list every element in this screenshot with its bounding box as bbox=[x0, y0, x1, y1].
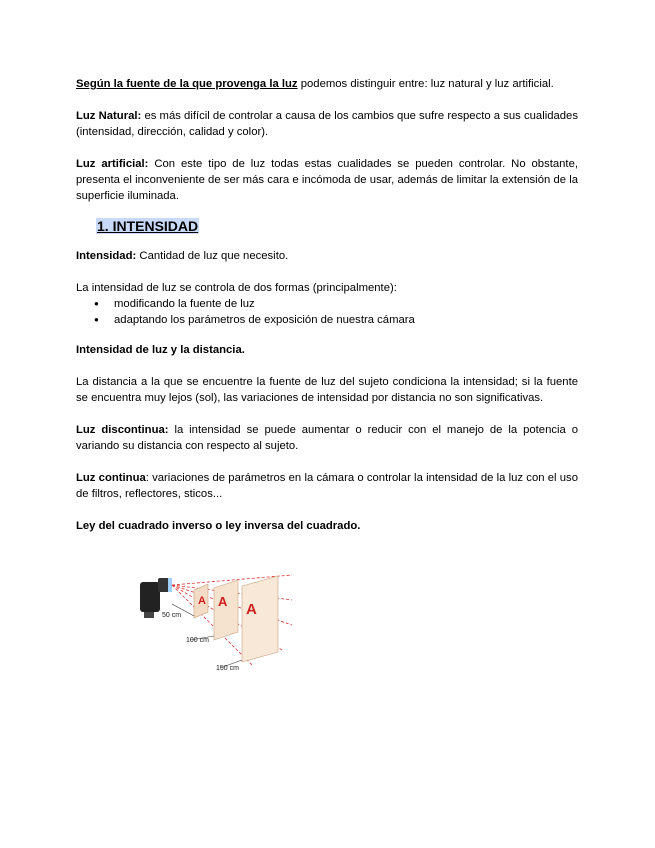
continua-paragraph bbox=[76, 470, 578, 502]
control-list bbox=[76, 296, 578, 328]
continua-label: Luz continua bbox=[76, 472, 146, 484]
artificial-paragraph bbox=[76, 156, 578, 204]
ley-title bbox=[76, 518, 578, 534]
distance-label-1: 50 cm bbox=[162, 612, 182, 619]
inverse-square-figure bbox=[132, 570, 302, 675]
discontinua-paragraph bbox=[76, 422, 578, 454]
intro-lead: Según la fuente de la que provenga la luz bbox=[76, 78, 298, 90]
intensidad-text: Cantidad de luz que necesito. bbox=[136, 250, 289, 262]
distance-label-2: 100 cm bbox=[186, 637, 209, 644]
intro-rest: podemos distinguir entre: luz natural y luz artificial. bbox=[297, 78, 554, 90]
panel-2 bbox=[214, 580, 238, 640]
artificial-text: Con este tipo de luz todas estas cualidades se pueden controlar. No obstante, presenta el inconveniente de ser más cara e incómoda de usar, además de limitar la extensión de la superficie iluminada. bbox=[76, 158, 578, 202]
discontinua-text: la intensidad se puede aumentar o reducir con el manejo de la potencia o variando su distancia con respecto al sujeto. bbox=[76, 424, 578, 452]
discontinua-label: Luz discontinua: bbox=[76, 424, 169, 436]
intro-paragraph bbox=[76, 76, 578, 92]
panel-letter: A bbox=[218, 594, 228, 609]
intensidad-label: Intensidad: bbox=[76, 250, 137, 262]
continua-text: : variaciones de parámetros en la cámara o controlar la intensidad de la luz con el uso de filtros, reflectores, sticos... bbox=[76, 472, 578, 500]
panel-letter: A bbox=[246, 601, 257, 618]
distancia-paragraph: La distancia a la que se encuentre la fuente de luz del sujeto condiciona la intensidad; si la fuente se encuentra muy lejos (sol), las variaciones de intensidad por distancia no son significativas. bbox=[76, 376, 578, 404]
natural-label: Luz Natural: bbox=[76, 110, 142, 122]
control-paragraph: La intensidad de luz se controla de dos formas (principalmente): bbox=[76, 282, 397, 294]
natural-text: es más difícil de controlar a causa de los cambios que sufre respecto a sus cualidades (intensidad, dirección, calidad y color). bbox=[76, 110, 578, 138]
intensidad-paragraph bbox=[76, 248, 578, 264]
panel-letter: A bbox=[198, 595, 206, 607]
section-title: 1. INTENSIDAD bbox=[97, 218, 199, 234]
ley-title-text: Ley del cuadrado inverso o ley inversa del cuadrado. bbox=[76, 520, 361, 532]
list-item: ● modificando la fuente de luz bbox=[114, 296, 578, 312]
artificial-label: Luz artificial: bbox=[76, 158, 149, 170]
distance-label-3: 150 cm bbox=[216, 665, 239, 672]
panel-1 bbox=[194, 584, 208, 618]
list-item: ● adaptando los parámetros de exposición de nuestra cámara bbox=[114, 312, 578, 328]
panel-3 bbox=[242, 576, 278, 662]
distancia-title bbox=[76, 342, 578, 358]
section-heading bbox=[96, 216, 578, 236]
document-page bbox=[76, 76, 578, 534]
distancia-title-text: Intensidad de luz y la distancia. bbox=[76, 344, 245, 356]
natural-paragraph bbox=[76, 108, 578, 140]
